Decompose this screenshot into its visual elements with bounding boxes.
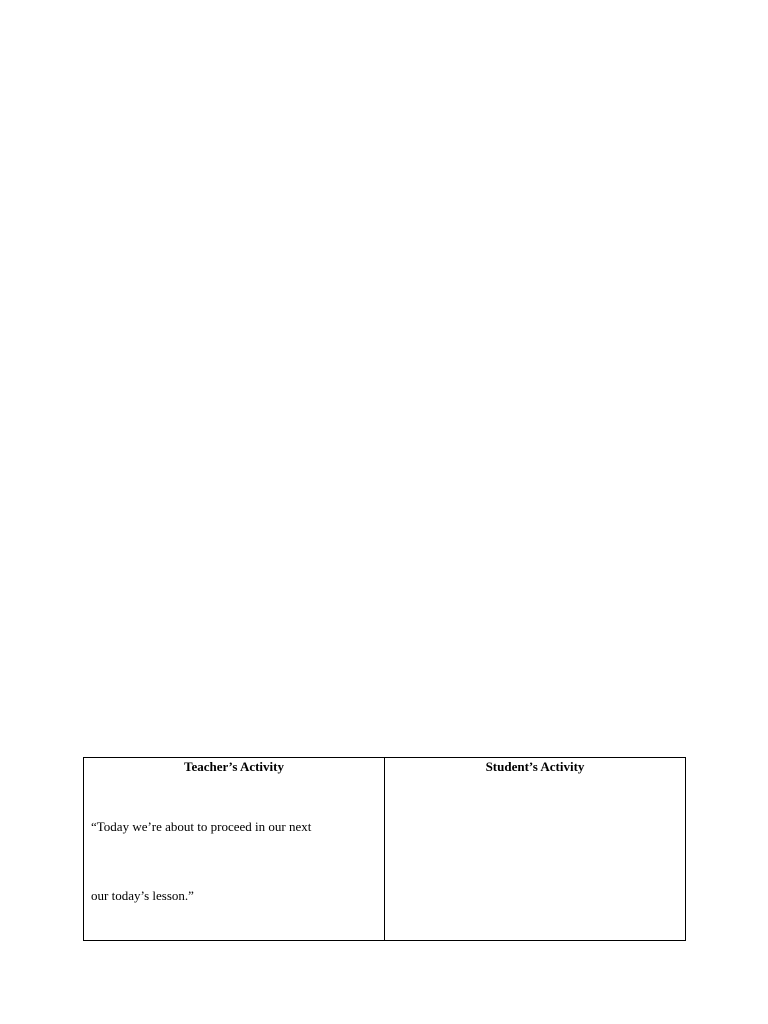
teacher-activity-text-line: our today’s lesson.” [91,888,194,903]
teacher-activity-text-line: “Today we’re about to proceed in our next [91,819,312,834]
teacher-activity-header: Teacher’s Activity [183,759,284,774]
student-activity-column [385,758,685,940]
student-activity-header: Student’s Activity [485,759,585,774]
teacher-activity-column [84,758,385,940]
activity-table [83,757,686,941]
